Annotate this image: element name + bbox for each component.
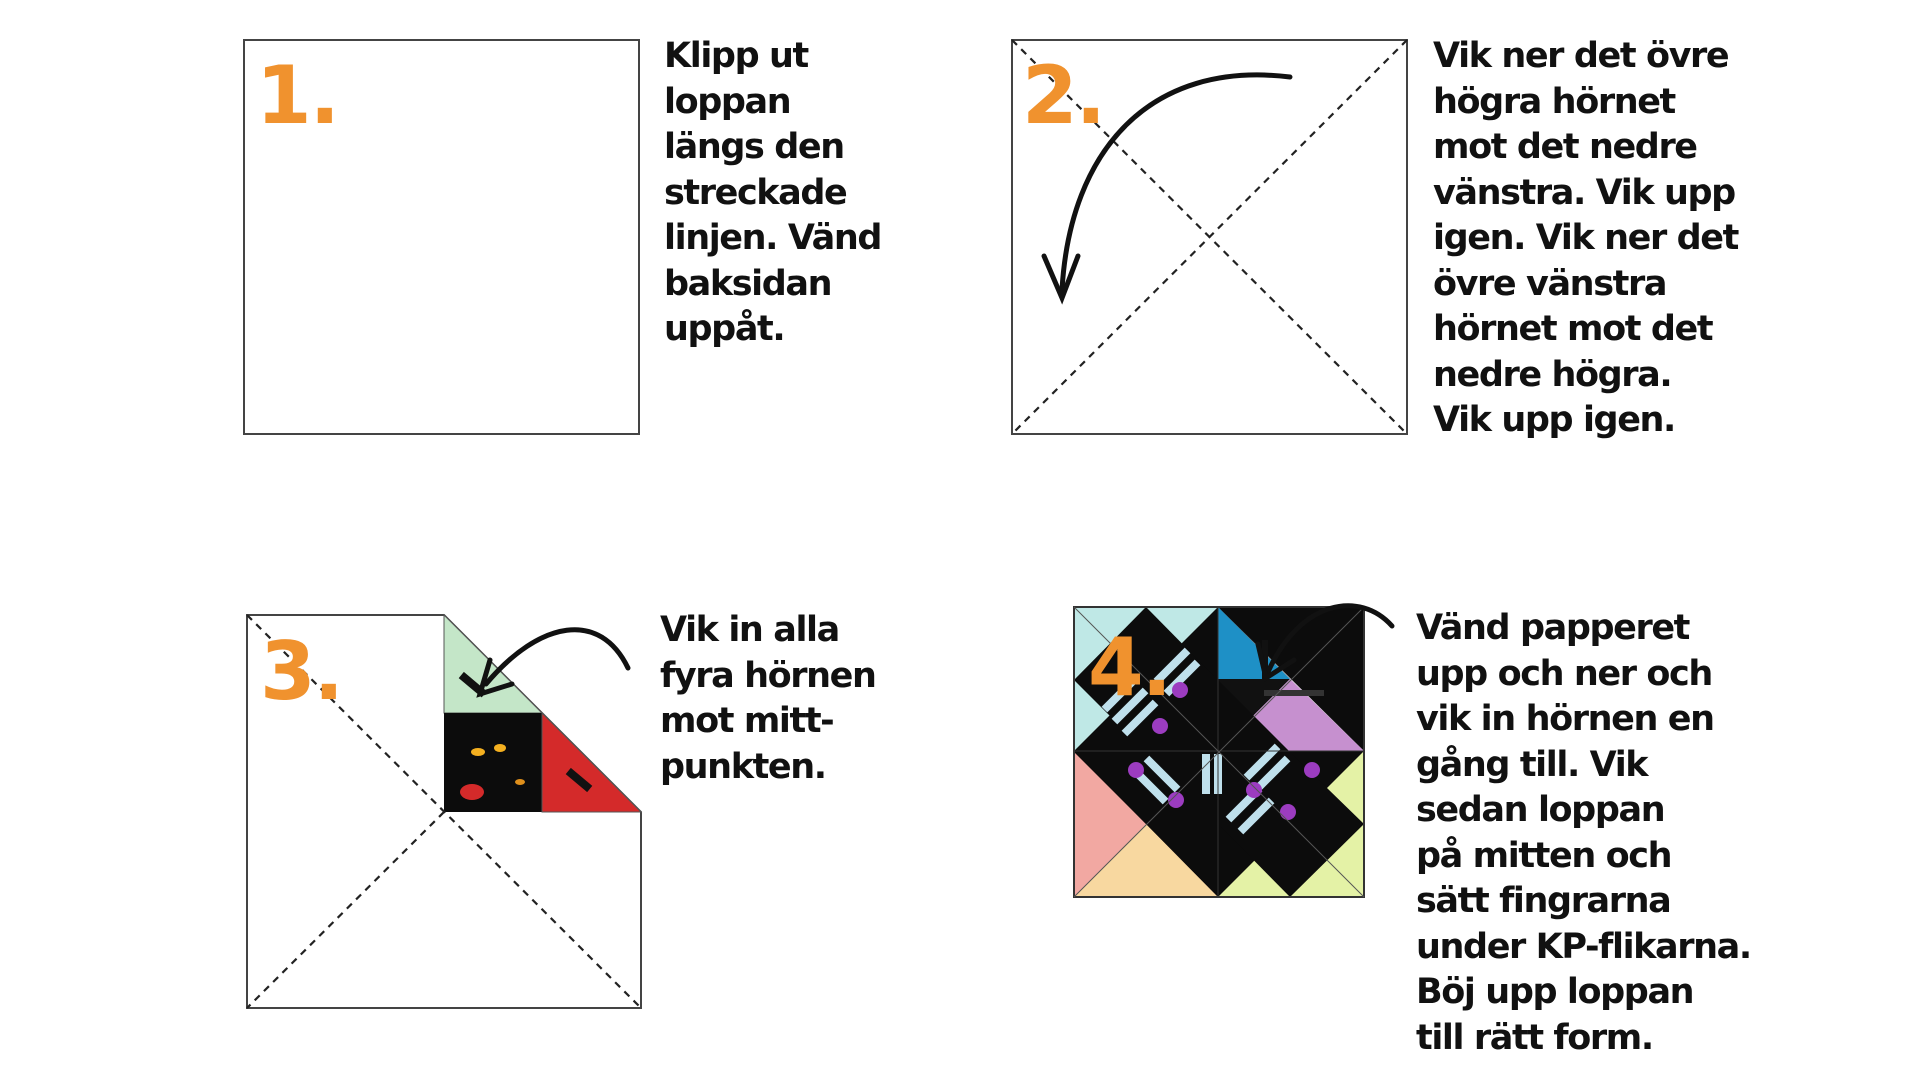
step-2-instructions: Vik ner det övre högra hörnet mot det nedre vänstra. Vik upp igen. Vik ner det övre vänstra hörnet mot det nedre högra. Vik upp igen.: [1433, 36, 1738, 440]
step-4-instructions: Vänd papperet upp och ner och vik in hörnen en gång till. Vik sedan loppan på mitten och sätt fingrarna under KP-flikarna. Böj upp loppan till rätt form.: [1416, 608, 1751, 1058]
step-1-number: 1.: [256, 49, 339, 142]
step-3-number: 3.: [260, 625, 343, 718]
step-1-instructions: Klipp ut loppan längs den streckade linjen. Vänd baksidan uppåt.: [664, 36, 882, 349]
step-4-number: 4.: [1088, 621, 1171, 714]
step-3-instructions: Vik in alla fyra hörnen mot mitt- punkten.: [660, 610, 876, 787]
step-2-number: 2.: [1022, 49, 1105, 142]
